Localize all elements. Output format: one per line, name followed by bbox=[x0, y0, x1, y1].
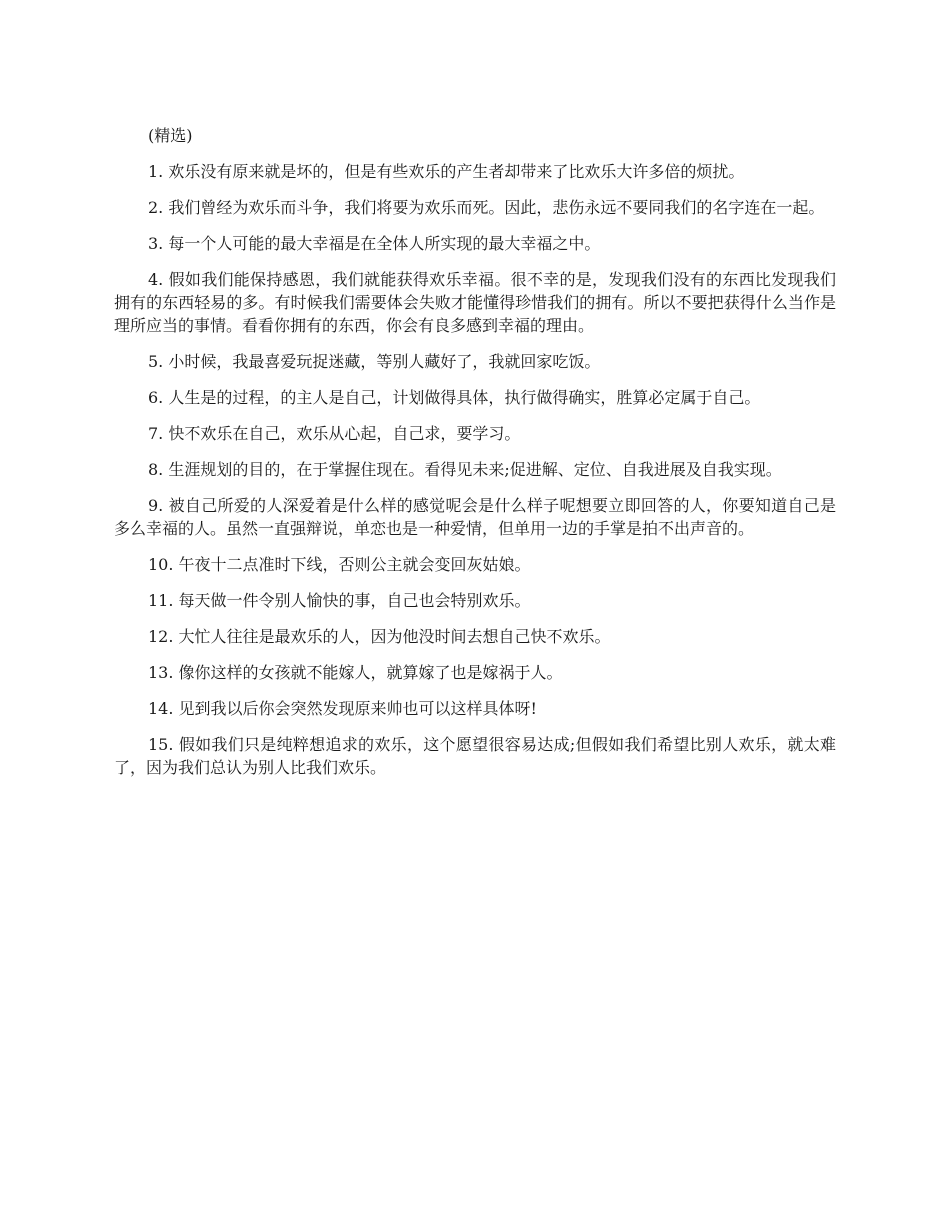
quote-paragraph-3: 3. 每一个人可能的最大幸福是在全体人所实现的最大幸福之中。 bbox=[148, 234, 601, 253]
quote-paragraph-5: 5. 小时候，我最喜爱玩捉迷藏，等别人藏好了，我就回家吃饭。 bbox=[148, 352, 601, 371]
quote-paragraph-6: 6. 人生是的过程，的主人是自己，计划做得具体，执行做得确实，胜算必定属于自己。 bbox=[148, 388, 761, 407]
document-heading: (精选) bbox=[148, 126, 193, 145]
quote-paragraph-13: 13. 像你这样的女孩就不能嫁人，就算嫁了也是嫁祸于人。 bbox=[148, 663, 563, 682]
quote-paragraph-10: 10. 午夜十二点准时下线，否则公主就会变回灰姑娘。 bbox=[148, 555, 531, 574]
quote-paragraph-15: 15. 假如我们只是纯粹想追求的欢乐，这个愿望很容易达成;但假如我们希望比别人欢乐，就太难了，因为我们总认为别人比我们欢乐。 bbox=[114, 735, 836, 777]
quote-paragraph-4: 4. 假如我们能保持感恩，我们就能获得欢乐幸福。很不幸的是，发现我们没有的东西比发现我们拥有的东西轻易的多。有时候我们需要体会失败才能懂得珍惜我们的拥有。所以不要把获得什么当作是理所应当的事情。看看你拥有的东西，你会有良多感到幸福的理由。 bbox=[114, 270, 836, 335]
quote-paragraph-7: 7. 快不欢乐在自己，欢乐从心起，自己求，要学习。 bbox=[148, 424, 521, 443]
quote-paragraph-11: 11. 每天做一件令别人愉快的事，自己也会特别欢乐。 bbox=[148, 591, 531, 610]
quote-paragraph-12: 12. 大忙人往往是最欢乐的人，因为他没时间去想自己快不欢乐。 bbox=[148, 627, 611, 646]
quote-paragraph-8: 8. 生涯规划的目的，在于掌握住现在。看得见未来;促进解、定位、自我进展及自我实现。 bbox=[148, 460, 782, 479]
quote-paragraph-14: 14. 见到我以后你会突然发现原来帅也可以这样具体呀! bbox=[148, 699, 537, 718]
document-body bbox=[114, 124, 836, 792]
quote-paragraph-2: 2. 我们曾经为欢乐而斗争，我们将要为欢乐而死。因此，悲伤永远不要同我们的名字连在一起。 bbox=[148, 198, 825, 217]
quote-paragraph-9: 9. 被自己所爱的人深爱着是什么样的感觉呢会是什么样子呢想要立即回答的人，你要知道自己是多么幸福的人。虽然一直强辩说，单恋也是一种爱情，但单用一边的手掌是拍不出声音的。 bbox=[114, 496, 836, 538]
quote-paragraph-1: 1. 欢乐没有原来就是坏的，但是有些欢乐的产生者却带来了比欢乐大许多倍的烦扰。 bbox=[148, 162, 745, 181]
